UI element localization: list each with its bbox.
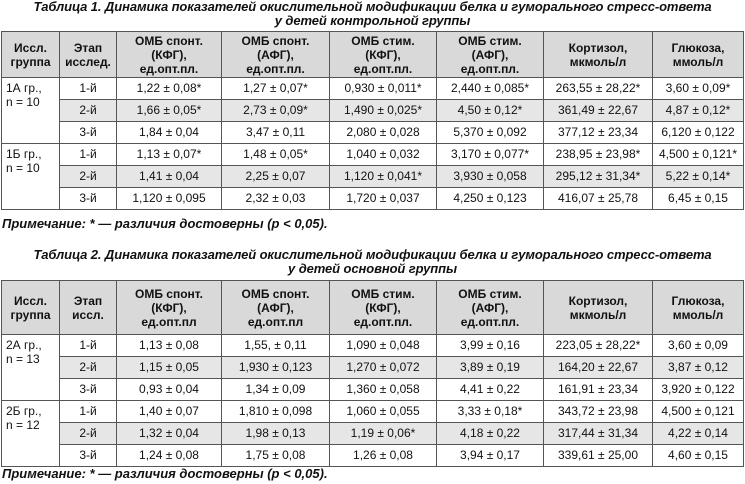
column-header-line: ОМБ стим. [351,286,415,301]
value-cell: 161,91 ± 23,34 [544,379,653,401]
value-cell: 4,50 ± 0,12* [437,100,544,122]
column-header [544,281,653,335]
value-cell: 1,490 ± 0,025* [330,100,437,122]
table2 [1,280,744,467]
table1-caption [0,0,745,28]
value-cell: 1,13 ± 0,08 [117,335,222,357]
column-header-line: (КФГ), [365,47,401,62]
table-row [2,423,744,445]
column-header-line: ед.опт.пл. [460,61,520,76]
column-header [330,281,437,335]
column-header [437,281,544,335]
value-cell: 1,41 ± 0,04 [117,166,222,188]
column-header [544,32,653,78]
column-header [330,32,437,78]
value-cell: 1,270 ± 0,072 [330,357,437,379]
value-cell: 1,22 ± 0,08* [117,78,222,100]
value-cell: 1,55, ± 0,11 [222,335,330,357]
value-cell: 1,84 ± 0,04 [117,122,222,144]
column-header [60,32,117,78]
group-cell [2,401,60,467]
group-name: 2А гр., [6,338,42,352]
value-cell: 238,95 ± 23,98* [544,144,653,166]
value-cell: 3,170 ± 0,077* [437,144,544,166]
value-cell: 1,75 ± 0,08 [222,445,330,467]
column-header [60,281,117,335]
table1-caption-line1: Таблица 1. Динамика показателей окислительной модификации белка и гуморального стресс-ответа [33,0,712,14]
column-header-line: Иссл. [14,293,47,308]
column-header-line: Глюкоза, [671,293,725,308]
value-cell: 1,98 ± 0,13 [222,423,330,445]
column-header-line: группа [10,307,51,322]
value-cell: 5,370 ± 0,092 [437,122,544,144]
table-row [2,335,744,357]
value-cell: 1,15 ± 0,05 [117,357,222,379]
column-header-line: ОМБ стим. [458,286,522,301]
value-cell: 2,080 ± 0,028 [330,122,437,144]
stage-cell: 1-й [60,401,117,423]
value-cell: 4,22 ± 0,14 [653,423,744,445]
table-row [2,357,744,379]
value-cell: 223,05 ± 28,22* [544,335,653,357]
value-cell: 416,07 ± 25,78 [544,188,653,210]
value-cell: 1,040 ± 0,032 [330,144,437,166]
value-cell: 317,44 ± 31,34 [544,423,653,445]
column-header-line: Этап [73,40,103,55]
table1 [1,31,744,210]
stage-cell: 2-й [60,166,117,188]
value-cell: 1,120 ± 0,041* [330,166,437,188]
value-cell: 2,440 ± 0,085* [437,78,544,100]
group-cell [2,144,60,210]
value-cell: 4,18 ± 0,22 [437,423,544,445]
value-cell: 3,930 ± 0,058 [437,166,544,188]
column-header-line: ОМБ спонт. [135,286,203,301]
column-header-line: ед.опт.пл [141,314,197,329]
column-header-line: Иссл. [14,40,47,55]
table2-caption-line1: Таблица 2. Динамика показателей окислительной модификации белка и гуморального стресс-ответа [33,247,712,262]
group-size: n = 10 [6,161,40,175]
column-header-line: ед.опт.пл. [353,61,413,76]
value-cell: 3,920 ± 0,122 [653,379,744,401]
group-size: n = 10 [6,95,40,109]
value-cell: 1,810 ± 0,098 [222,401,330,423]
column-header-line: Кортизол, [568,40,628,55]
value-cell: 3,89 ± 0,19 [437,357,544,379]
value-cell: 3,33 ± 0,18* [437,401,544,423]
value-cell: 263,55 ± 28,22* [544,78,653,100]
stage-cell: 3-й [60,122,117,144]
table-row [2,445,744,467]
value-cell: 295,12 ± 31,34* [544,166,653,188]
table1-note: Примечание: * — различия достоверны (p < 0,05). [2,216,328,231]
column-header [117,32,222,78]
table1-header-row [2,32,744,78]
stage-cell: 2-й [60,100,117,122]
column-header-line: (КФГ), [365,300,401,315]
value-cell: 343,72 ± 23,98 [544,401,653,423]
column-header [2,32,60,78]
table2-header-row [2,281,744,335]
table2-note: Примечание: * — различия достоверны (p < 0,05). [2,466,328,481]
value-cell: 339,61 ± 25,00 [544,445,653,467]
stage-cell: 3-й [60,379,117,401]
column-header-line: (КФГ), [151,300,187,315]
value-cell: 4,500 ± 0,121* [653,144,744,166]
value-cell: 5,22 ± 0,14* [653,166,744,188]
column-header-line: мкмоль/л [569,54,627,69]
group-size: n = 13 [6,352,40,366]
value-cell: 1,24 ± 0,08 [117,445,222,467]
value-cell: 1,930 ± 0,123 [222,357,330,379]
column-header-line: ммоль/л [672,307,724,322]
table-row [2,144,744,166]
column-header-line: (АФГ), [257,300,294,315]
column-header [437,32,544,78]
column-header-line: ОМБ спонт. [135,33,203,48]
value-cell: 3,60 ± 0,09 [653,335,744,357]
value-cell: 1,32 ± 0,04 [117,423,222,445]
value-cell: 3,47 ± 0,11 [222,122,330,144]
column-header [222,32,330,78]
column-header-line: иссл. [72,307,104,322]
value-cell: 1,13 ± 0,07* [117,144,222,166]
column-header [653,32,744,78]
column-header-line: Этап [73,293,103,308]
stage-cell: 1-й [60,335,117,357]
table-row [2,100,744,122]
value-cell: 4,41 ± 0,22 [437,379,544,401]
group-cell [2,78,60,144]
table2-caption [0,248,745,276]
table-row [2,78,744,100]
column-header-line: Кортизол, [568,293,628,308]
value-cell: 361,49 ± 22,67 [544,100,653,122]
value-cell: 4,60 ± 0,15 [653,445,744,467]
column-header-line: мкмоль/л [569,307,627,322]
table-row [2,188,744,210]
group-name: 1А гр., [6,81,42,95]
value-cell: 3,60 ± 0,09* [653,78,744,100]
value-cell: 3,87 ± 0,12 [653,357,744,379]
stage-cell: 1-й [60,78,117,100]
stage-cell: 1-й [60,144,117,166]
column-header-line: (АФГ), [471,47,509,62]
value-cell: 1,26 ± 0,08 [330,445,437,467]
value-cell: 4,87 ± 0,12* [653,100,744,122]
value-cell: 0,93 ± 0,04 [117,379,222,401]
value-cell: 2,25 ± 0,07 [222,166,330,188]
group-name: 2Б гр., [6,404,42,418]
value-cell: 4,500 ± 0,121 [653,401,744,423]
column-header [222,281,330,335]
value-cell: 2,32 ± 0,03 [222,188,330,210]
value-cell: 3,99 ± 0,16 [437,335,544,357]
value-cell: 1,120 ± 0,095 [117,188,222,210]
table-row [2,401,744,423]
column-header-line: ОМБ стим. [351,33,415,48]
value-cell: 1,720 ± 0,037 [330,188,437,210]
column-header-line: ед.опт.пл [247,314,304,329]
column-header-line: исслед. [65,54,111,69]
value-cell: 1,060 ± 0,055 [330,401,437,423]
column-header-line: ОМБ спонт. [241,33,310,48]
table1-caption-line2: у детей контрольной группы [274,13,471,28]
column-header [2,281,60,335]
value-cell: 3,94 ± 0,17 [437,445,544,467]
value-cell: 1,360 ± 0,058 [330,379,437,401]
column-header-line: ед.опт.пл. [246,61,305,76]
column-header-line: ОМБ стим. [458,33,522,48]
value-cell: 4,250 ± 0,123 [437,188,544,210]
column-header-line: (КФГ), [151,47,187,62]
value-cell: 1,48 ± 0,05* [222,144,330,166]
group-cell [2,335,60,401]
value-cell: 1,19 ± 0,06* [330,423,437,445]
stage-cell: 2-й [60,357,117,379]
value-cell: 1,090 ± 0,048 [330,335,437,357]
value-cell: 164,20 ± 22,67 [544,357,653,379]
stage-cell: 3-й [60,188,117,210]
value-cell: 1,27 ± 0,07* [222,78,330,100]
table-row [2,166,744,188]
value-cell: 1,66 ± 0,05* [117,100,222,122]
column-header-line: (АФГ), [471,300,509,315]
value-cell: 6,120 ± 0,122 [653,122,744,144]
value-cell: 377,12 ± 23,34 [544,122,653,144]
table-row [2,122,744,144]
group-size: n = 12 [6,418,40,432]
group-name: 1Б гр., [6,147,42,161]
table-row [2,379,744,401]
column-header-line: Глюкоза, [671,40,725,55]
column-header-line: ед.опт.пл. [139,61,199,76]
column-header-line: (АФГ), [257,47,294,62]
column-header-line: ед.опт.пл. [460,314,520,329]
value-cell: 1,40 ± 0,07 [117,401,222,423]
column-header-line: ед.опт.пл. [353,314,413,329]
value-cell: 2,73 ± 0,09* [222,100,330,122]
value-cell: 0,930 ± 0,011* [330,78,437,100]
column-header [117,281,222,335]
table2-caption-line2: у детей основной группы [288,261,457,276]
column-header-line: группа [10,54,51,69]
column-header-line: ммоль/л [672,54,724,69]
stage-cell: 2-й [60,423,117,445]
stage-cell: 3-й [60,445,117,467]
column-header-line: ОМБ спонт. [241,286,310,301]
value-cell: 1,34 ± 0,09 [222,379,330,401]
column-header [653,281,744,335]
value-cell: 6,45 ± 0,15 [653,188,744,210]
